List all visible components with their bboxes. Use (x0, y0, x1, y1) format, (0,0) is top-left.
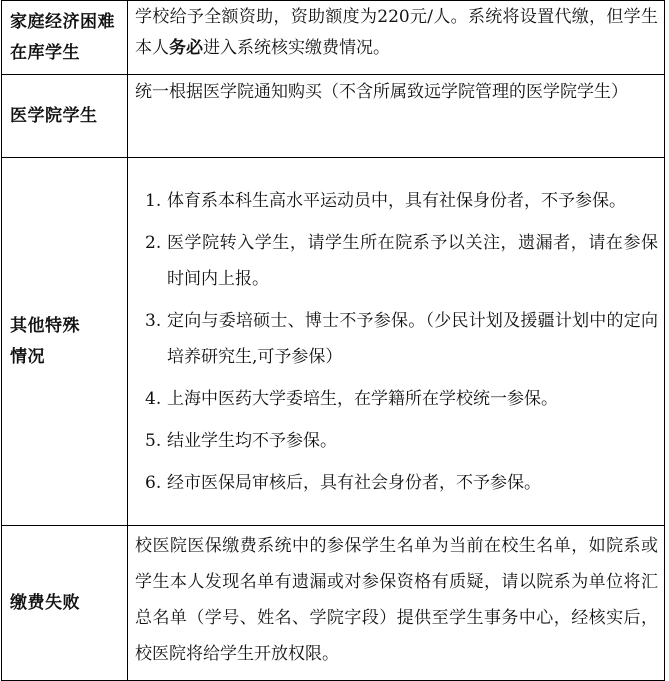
row-label-line: 情况 (10, 346, 45, 367)
table-row (2, 158, 665, 526)
list-item-text: 定向与委培硕士、博士不予参保。（少民计划及援疆计划中的定向培养研究生,可予参保） (167, 310, 658, 367)
row-label-line: 其他特殊 (10, 315, 80, 336)
row-label-medical-students (2, 75, 128, 158)
list-item-text: 上海中医药大学委培生，在学籍所在学校统一参保。 (167, 388, 558, 409)
content-text-after: 进入系统核实缴费情况。 (203, 38, 390, 58)
row-content-medical-students (128, 75, 665, 158)
list-item (135, 303, 658, 375)
content-text: 学校给予全额资助，资助额度为220元/人。系统将设置代缴，但学生本人 (135, 7, 658, 58)
list-item (135, 423, 658, 459)
row-content-payment-failure (128, 526, 665, 681)
row-label-text: 家庭经济困难在库学生 (10, 11, 115, 63)
list-item-number: 1. (145, 190, 162, 211)
policy-table (1, 0, 665, 681)
list-item-number: 4. (145, 388, 162, 409)
content-emphasis: 务必 (169, 38, 203, 58)
content-text: 校医院医保缴费系统中的参保学生名单为当前在校生名单，如院系或学生本人发现名单有遗漏或对参保资格有质疑，请以院系为单位将汇总名单（学号、姓名、学院字段）提供至学生事务中心，经核实后，校医院将给学生开放权限。 (135, 536, 658, 664)
list-item (135, 225, 658, 297)
list-item-number: 6. (145, 472, 162, 493)
list-item (135, 183, 658, 219)
special-cases-list (135, 183, 658, 501)
content-text: 统一根据医学院通知购买（不含所属致远学院管理的医学院学生） (135, 82, 628, 102)
list-item (135, 465, 658, 501)
table-row (2, 1, 665, 75)
list-item-text: 经市医保局审核后，具有社会身份者，不予参保。 (167, 472, 541, 493)
list-item-number: 5. (145, 430, 162, 451)
row-label-payment-failure (2, 526, 128, 681)
row-label-poor-students (2, 1, 128, 75)
row-content-poor-students (128, 1, 665, 75)
list-item-number: 2. (145, 232, 162, 253)
list-item-text: 医学院转入学生，请学生所在院系予以关注，遗漏者，请在参保时间内上报。 (167, 232, 658, 289)
list-item-text: 体育系本科生高水平运动员中，具有社保身份者，不予参保。 (167, 190, 626, 211)
list-item-number: 3. (145, 310, 162, 331)
row-label-special-cases (2, 158, 128, 526)
row-label-text: 医学院学生 (10, 105, 98, 126)
row-label-text: 缴费失败 (10, 592, 80, 613)
list-item (135, 381, 658, 417)
table-row (2, 526, 665, 681)
table-row (2, 75, 665, 158)
row-content-special-cases (128, 158, 665, 526)
list-item-text: 结业学生均不予参保。 (167, 430, 337, 451)
